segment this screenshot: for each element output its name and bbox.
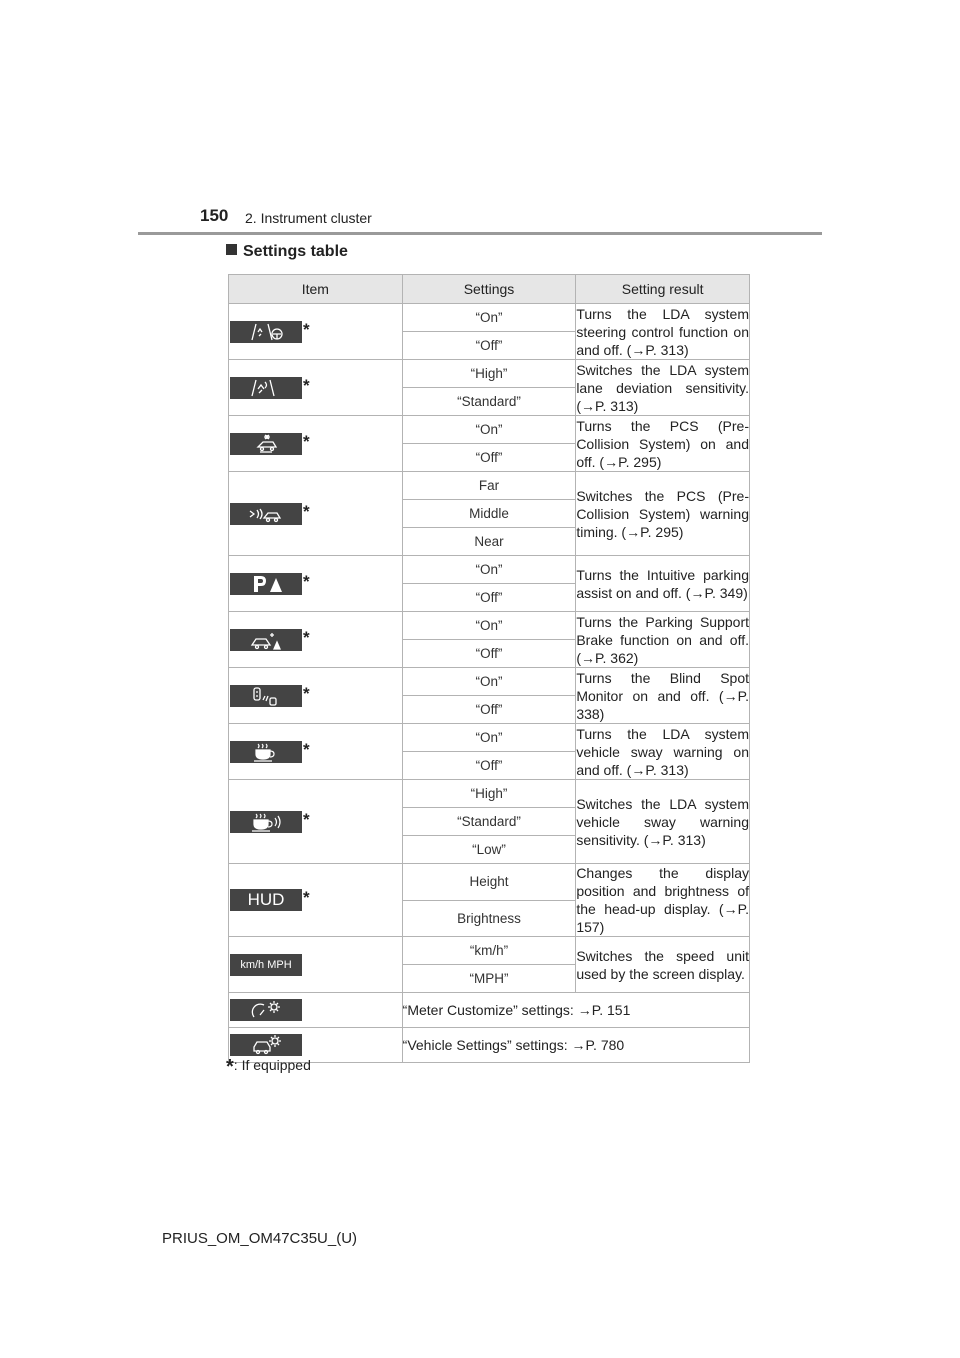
column-header: Item xyxy=(229,275,403,304)
setting-value: “On” xyxy=(402,416,576,444)
setting-value: Height xyxy=(402,864,576,901)
table-row xyxy=(229,993,750,1028)
page-number: 150 xyxy=(200,206,229,225)
blind-spot-icon xyxy=(230,685,302,707)
table-heading xyxy=(226,243,348,261)
item-cell xyxy=(229,556,403,612)
setting-value: Brightness xyxy=(402,900,576,937)
setting-value: “Off” xyxy=(402,584,576,612)
table-row xyxy=(229,937,750,965)
setting-value: “Off” xyxy=(402,696,576,724)
item-cell xyxy=(229,724,403,780)
item-cell xyxy=(229,668,403,724)
setting-value: “Off” xyxy=(402,332,576,360)
item-cell xyxy=(229,472,403,556)
speed-unit-icon-label: km/h MPH xyxy=(240,958,292,971)
setting-value: “Off” xyxy=(402,752,576,780)
header-rule xyxy=(138,232,822,235)
hud-icon xyxy=(230,889,302,911)
setting-value: Middle xyxy=(402,500,576,528)
setting-result: Switches the speed unit used by the screen display. xyxy=(576,937,750,993)
setting-result: Turns the LDA system vehicle sway warning on and off. (→P. 313) xyxy=(576,725,749,778)
setting-value: Far xyxy=(402,472,576,500)
sway-warning-icon xyxy=(230,741,302,763)
table-row xyxy=(229,780,750,808)
setting-value: “On” xyxy=(402,668,576,696)
setting-result: “Vehicle Settings” settings: →P. 780 xyxy=(402,1028,749,1063)
setting-result: “Meter Customize” settings: →P. 151 xyxy=(402,993,749,1028)
document-code: PRIUS_OM_OM47C35U_(U) xyxy=(162,1230,358,1247)
if-equipped-star: * xyxy=(303,319,310,339)
setting-value: “On” xyxy=(402,724,576,752)
if-equipped-star: * xyxy=(303,431,310,451)
meter-customize-icon xyxy=(230,999,302,1021)
table-row xyxy=(229,668,750,696)
setting-value: “Off” xyxy=(402,640,576,668)
table-row xyxy=(229,472,750,500)
section-title: 2. Instrument cluster xyxy=(245,210,372,226)
setting-result: Turns the Parking Support Brake function on and off. (→P. 362) xyxy=(576,613,749,666)
if-equipped-star: * xyxy=(303,809,310,829)
setting-value: “MPH” xyxy=(402,965,576,993)
if-equipped-star: * xyxy=(303,375,310,395)
lda-steering-icon xyxy=(230,321,302,343)
hud-icon-label: HUD xyxy=(247,890,285,909)
table-row xyxy=(229,864,750,901)
if-equipped-star: * xyxy=(303,627,310,647)
table-row xyxy=(229,556,750,584)
if-equipped-star: * xyxy=(303,683,310,703)
setting-result: Switches the LDA system vehicle sway warning sensitivity. (→P. 313) xyxy=(576,780,750,864)
pcs-timing-icon xyxy=(230,503,302,525)
setting-result: Turns the LDA system steering control function on and off. (→P. 313) xyxy=(576,305,749,358)
table-row xyxy=(229,416,750,444)
settings-table xyxy=(228,274,750,1063)
footnote xyxy=(226,1056,311,1079)
setting-value: Near xyxy=(402,528,576,556)
item-cell xyxy=(229,304,403,360)
setting-value: “km/h” xyxy=(402,937,576,965)
item-cell xyxy=(229,993,403,1028)
item-cell xyxy=(229,360,403,416)
setting-result: Changes the display position and brightness of the head-up display. (→P. 157) xyxy=(576,865,749,935)
item-cell xyxy=(229,937,403,993)
lda-sensitivity-icon xyxy=(230,377,302,399)
table-row xyxy=(229,612,750,640)
table-heading-text: Settings table xyxy=(243,243,348,260)
parking-brake-icon xyxy=(230,629,302,651)
speed-unit-icon xyxy=(230,954,302,976)
setting-value: “Low” xyxy=(402,836,576,864)
parking-assist-icon xyxy=(230,573,302,595)
setting-value: “On” xyxy=(402,612,576,640)
setting-result: Turns the Intuitive parking assist on and off. (→P. 349) xyxy=(576,556,750,612)
footnote-star: * xyxy=(226,1056,234,1078)
column-header: Settings xyxy=(402,275,576,304)
setting-value: “Standard” xyxy=(402,388,576,416)
pcs-icon xyxy=(230,433,302,455)
setting-value: “Standard” xyxy=(402,808,576,836)
setting-value: “Off” xyxy=(402,444,576,472)
square-bullet-icon xyxy=(226,244,237,255)
item-cell xyxy=(229,780,403,864)
if-equipped-star: * xyxy=(303,571,310,591)
if-equipped-star: * xyxy=(303,739,310,759)
setting-value: “On” xyxy=(402,556,576,584)
if-equipped-star: * xyxy=(303,501,310,521)
table-row xyxy=(229,724,750,752)
item-cell xyxy=(229,416,403,472)
if-equipped-star: * xyxy=(303,888,310,907)
table-row xyxy=(229,360,750,388)
sway-sensitivity-icon xyxy=(230,811,302,833)
item-cell xyxy=(229,612,403,668)
setting-result: Turns the PCS (Pre-Collision System) on and off. (→P. 295) xyxy=(576,417,749,470)
vehicle-settings-icon xyxy=(230,1034,302,1056)
setting-result: Turns the Blind Spot Monitor on and off. (→P. 338) xyxy=(576,669,749,722)
setting-value: “High” xyxy=(402,780,576,808)
setting-result: Switches the PCS (Pre-Collision System) warning timing. (→P. 295) xyxy=(576,472,750,556)
setting-result: Switches the LDA system lane deviation sensitivity. (→P. 313) xyxy=(576,361,749,414)
table-header-row xyxy=(229,275,750,304)
item-cell xyxy=(229,864,403,937)
setting-value: “On” xyxy=(402,304,576,332)
setting-value: “High” xyxy=(402,360,576,388)
table-row xyxy=(229,304,750,332)
column-header: Setting result xyxy=(576,275,750,304)
footnote-text: : If equipped xyxy=(233,1057,311,1073)
